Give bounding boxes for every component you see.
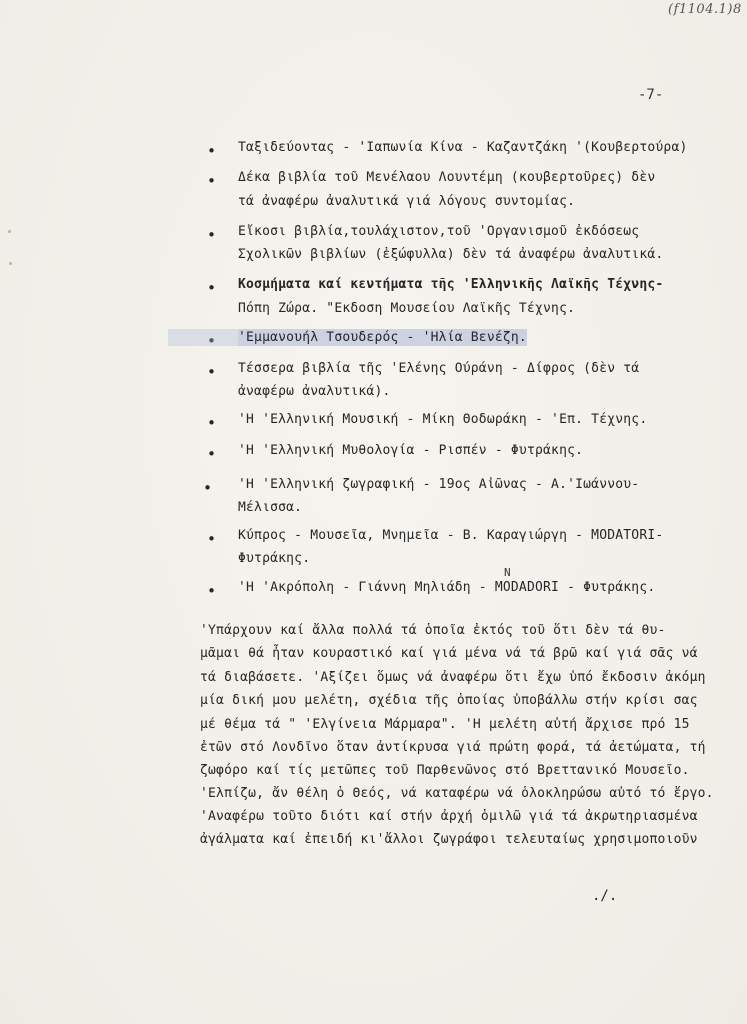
archive-reference: (f1104.1)8 <box>668 2 742 17</box>
margin-speck <box>9 262 12 265</box>
bullet-icon: • <box>207 530 217 548</box>
bullet-icon: • <box>207 414 217 432</box>
list-item-line: Δέκα βιβλία τοῦ Μενέλαου Λουντέμη (κουβερτοῦρες) δὲν <box>238 170 656 185</box>
page-number: -7- <box>638 87 664 103</box>
bullet-icon: • <box>207 226 217 244</box>
list-item-line: Εἴκοσι βιβλία,τουλάχιστον,τοῦ 'Οργανισμοῦ ἐκδόσεως <box>238 224 640 239</box>
margin-speck <box>8 230 11 233</box>
list-item-line: 'Η 'Ακρόπολη - Γιάννη Μηλιάδη - MODADORI - Φυτράκης. <box>238 580 656 595</box>
bullet-icon: • <box>207 172 217 190</box>
paragraph-line: 'Αναφέρω τοῦτο διότι καί στήν ἀρχή ὁμιλῶ γιά τά ἀκρωτηριασμένα <box>200 809 698 824</box>
list-item-line: Κοσμήματα καί κεντήματα τῆς 'Ελληνικῆς Λαϊκῆς Τέχνης- <box>238 277 664 292</box>
paragraph-line: τά διαβάσετε. 'Αξίζει ὅμως νά ἀναφέρω ὅτι ἔχω ὑπό ἔκδοσιν ἀκόμη <box>200 670 706 685</box>
list-item-line: Κύπρος - Μουσεῖα, Μνημεῖα - Β. Καραγιώργη - MODATORI- <box>238 528 664 543</box>
list-item-line <box>238 330 527 345</box>
highlight-mark: 'Εμμανουήλ Τσουδερός - 'Ηλία Βενέζη. <box>238 330 527 345</box>
continuation-mark: ./. <box>592 888 618 904</box>
bullet-icon: • <box>207 142 217 160</box>
list-item-line: Σχολικῶν βιβλίων (ἐξώφυλλα) δὲν τά ἀναφέρω ἀναλυτικά. <box>238 247 664 262</box>
list-item-line: 'Η 'Ελληνική Μυθολογία - Ρισπέν - Φυτράκης. <box>238 443 584 458</box>
paragraph-line: ἀγάλματα καί ἐπειδή κι'ἄλλοι ζωγράφοι τελευταίως χρησιμοποιοῦν <box>200 832 698 847</box>
paragraph-line: μέ θέμα τά " 'Ελγίνεια Μάρμαρα". 'Η μελέτη αὐτή ἄρχισε πρό 15 <box>200 717 690 732</box>
bullet-icon: • <box>207 582 217 600</box>
list-item-line: 'Η 'Ελληνική Μουσική - Μίκη Θοδωράκη - 'Επ. Τέχνης. <box>238 412 648 427</box>
bullet-icon: • <box>207 363 217 381</box>
paragraph-line: μᾶμαι θά ἦταν κουραστικό καί γιά μένα νά τά βρῶ καί γιά σᾶς νά <box>200 646 698 661</box>
handwritten-correction: N <box>504 566 511 579</box>
bullet-icon: • <box>203 479 213 497</box>
list-item-line: ἀναφέρω ἀναλυτικά). <box>238 384 391 399</box>
list-item-line: Πόπη Ζώρα. "Εκδοση Μουσείου Λαϊκῆς Τέχνης. <box>238 301 576 316</box>
paragraph-line: μία δική μου μελέτη, σχέδια τῆς ὁποίας ὑποβάλλω στήν κρίσι σας <box>200 693 698 708</box>
paragraph-line: 'Υπάρχουν καί ἄλλα πολλά τά ὁποῖα ἐκτός τοῦ ὅτι δὲν τά θυ- <box>200 623 666 638</box>
paragraph-line: ἐτῶν στό Λονδῖνο ὅταν ἀντίκρυσα γιά πρώτη φορά, τά ἀετώματα, τή <box>200 740 706 755</box>
bullet-icon: • <box>207 445 217 463</box>
list-item-line: Φυτράκης. <box>238 551 311 566</box>
list-item-line: τά ἀναφέρω ἀναλυτικά γιά λόγους συντομίας. <box>238 194 576 209</box>
paragraph-line: ζωφόρο καί τίς μετῶπες τοῦ Παρθενῶνος στό Βρεττανικό Μουσεῖο. <box>200 763 690 778</box>
paragraph-line: 'Ελπίζω, ἄν θέλη ὁ Θεός, νά καταφέρω νά ὁλοκληρώσω αὐτό τό ἔργο. <box>200 786 714 801</box>
list-item-line: Ταξιδεύοντας - 'Ιαπωνία Κίνα - Καζαντζάκη '(Κουβερτούρα) <box>238 140 688 155</box>
bullet-icon: • <box>207 332 217 350</box>
list-item-line: Τέσσερα βιβλία τῆς 'Ελένης Ούράνη - Δίφρος (δὲν τά <box>238 361 640 376</box>
bullet-icon: • <box>207 279 217 297</box>
list-item-line: Μέλισσα. <box>238 500 303 515</box>
list-item-line: 'Η 'Ελληνική ζωγραφική - 19ος Αἰῶνας - Α.'Ιωάννου- <box>238 477 640 492</box>
